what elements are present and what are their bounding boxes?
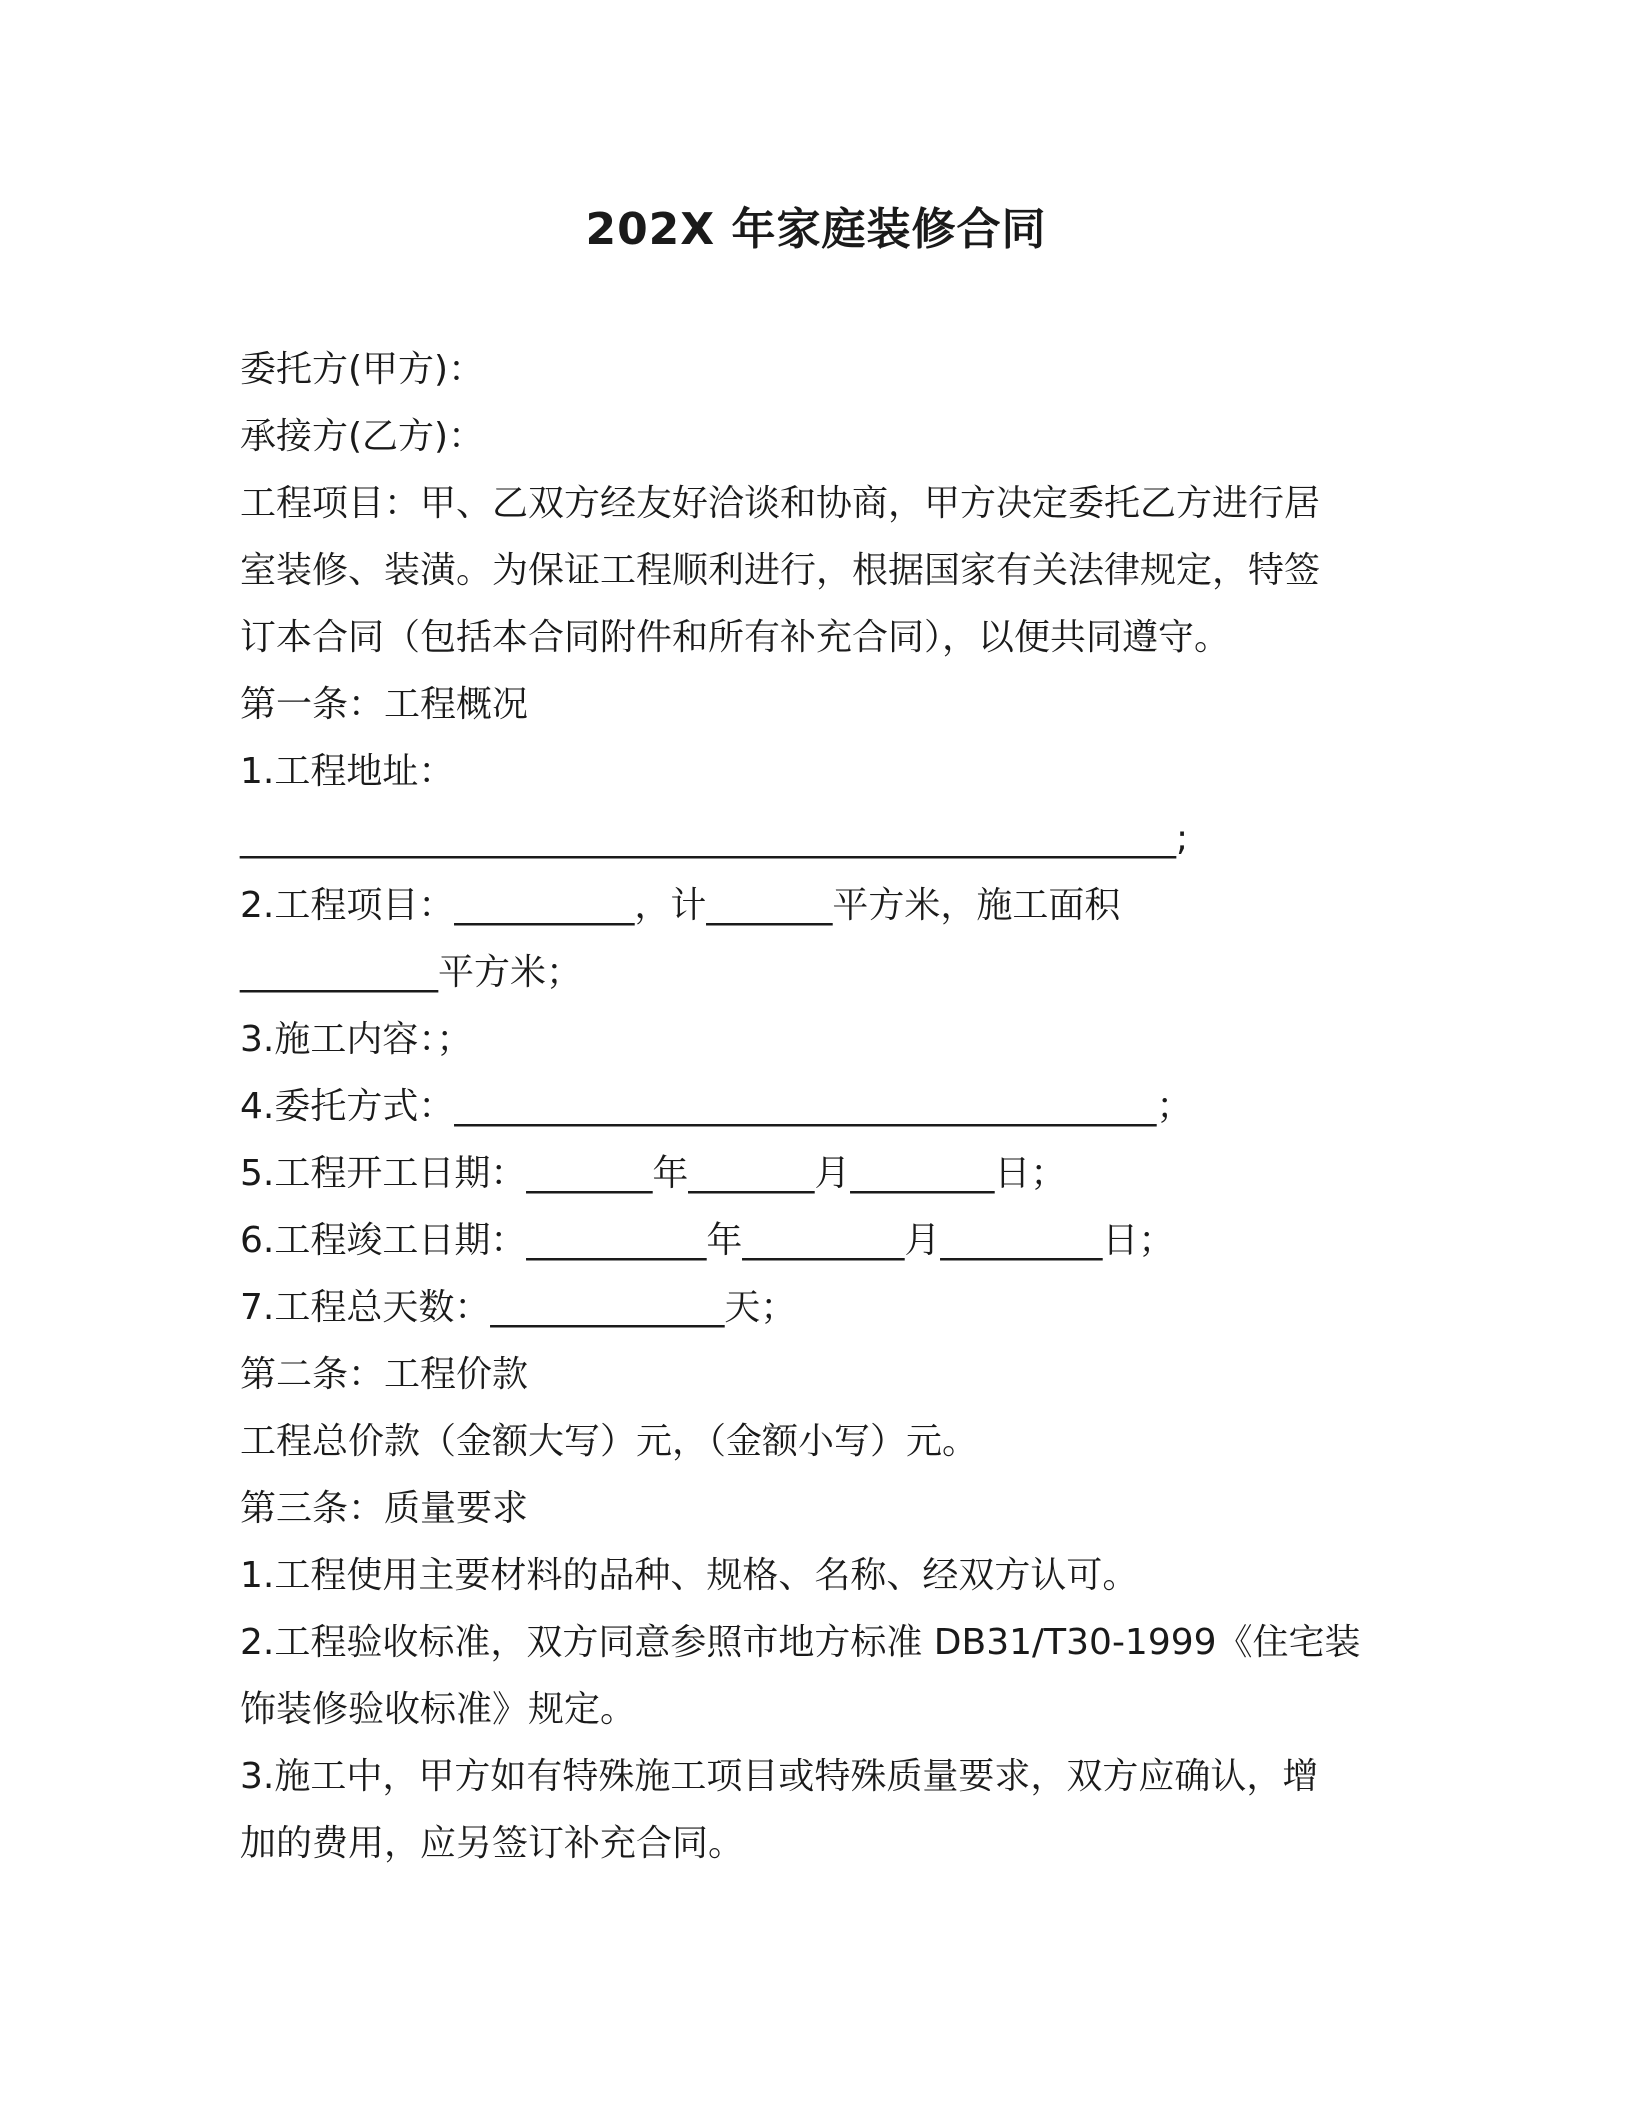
quality-item-2-line-1: 2.工程验收标准，双方同意参照市地方标准 DB31/T30-1999《住宅装 (240, 1622, 1361, 1663)
project-address-label: 1.工程地址： (240, 751, 455, 792)
contract-body (240, 336, 1380, 1877)
project-address-blank: ____________________________________________________; (240, 818, 1189, 859)
project-item-line-1: 2.工程项目：__________，计_______平方米，施工面积 (240, 885, 1121, 926)
completion-date-line: 6.工程竣工日期：__________年_________月_________日； (240, 1220, 1175, 1261)
article-3-heading: 第三条：质量要求 (240, 1488, 529, 1529)
commission-method-line: 4.委托方式：_______________________________________； (240, 1086, 1193, 1127)
party-a-line: 委托方(甲方)： (240, 349, 485, 390)
party-b-line: 承接方(乙方)： (240, 416, 485, 457)
project-intro-line-3: 订本合同（包括本合同附件和所有补充合同），以便共同遵守。 (240, 617, 1231, 658)
construction-content-line: 3.施工内容：； (240, 1019, 473, 1060)
quality-item-2-line-2: 饰装修验收标准》规定。 (240, 1689, 637, 1730)
project-intro-line-2: 室装修、装潢。为保证工程顺利进行，根据国家有关法律规定，特签 (240, 550, 1321, 591)
total-days-line: 7.工程总天数：_____________天； (240, 1287, 797, 1328)
project-item-line-2: ___________平方米； (240, 952, 583, 993)
article-1-heading: 第一条：工程概况 (240, 684, 529, 725)
quality-item-1: 1.工程使用主要材料的品种、规格、名称、经双方认可。 (240, 1555, 1139, 1596)
total-price-line: 工程总价款（金额大写）元，（金额小写）元。 (240, 1421, 979, 1462)
start-date-line: 5.工程开工日期：_______年_______月________日； (240, 1153, 1067, 1194)
quality-item-3-line-2: 加的费用，应另签订补充合同。 (240, 1823, 745, 1864)
article-2-heading: 第二条：工程价款 (240, 1354, 529, 1395)
quality-item-3-line-1: 3.施工中，甲方如有特殊施工项目或特殊质量要求，双方应确认，增 (240, 1756, 1319, 1797)
document-title: 202X 年家庭装修合同 (585, 204, 1047, 255)
project-intro-line-1: 工程项目：甲、乙双方经友好洽谈和协商，甲方决定委托乙方进行居 (240, 483, 1321, 524)
